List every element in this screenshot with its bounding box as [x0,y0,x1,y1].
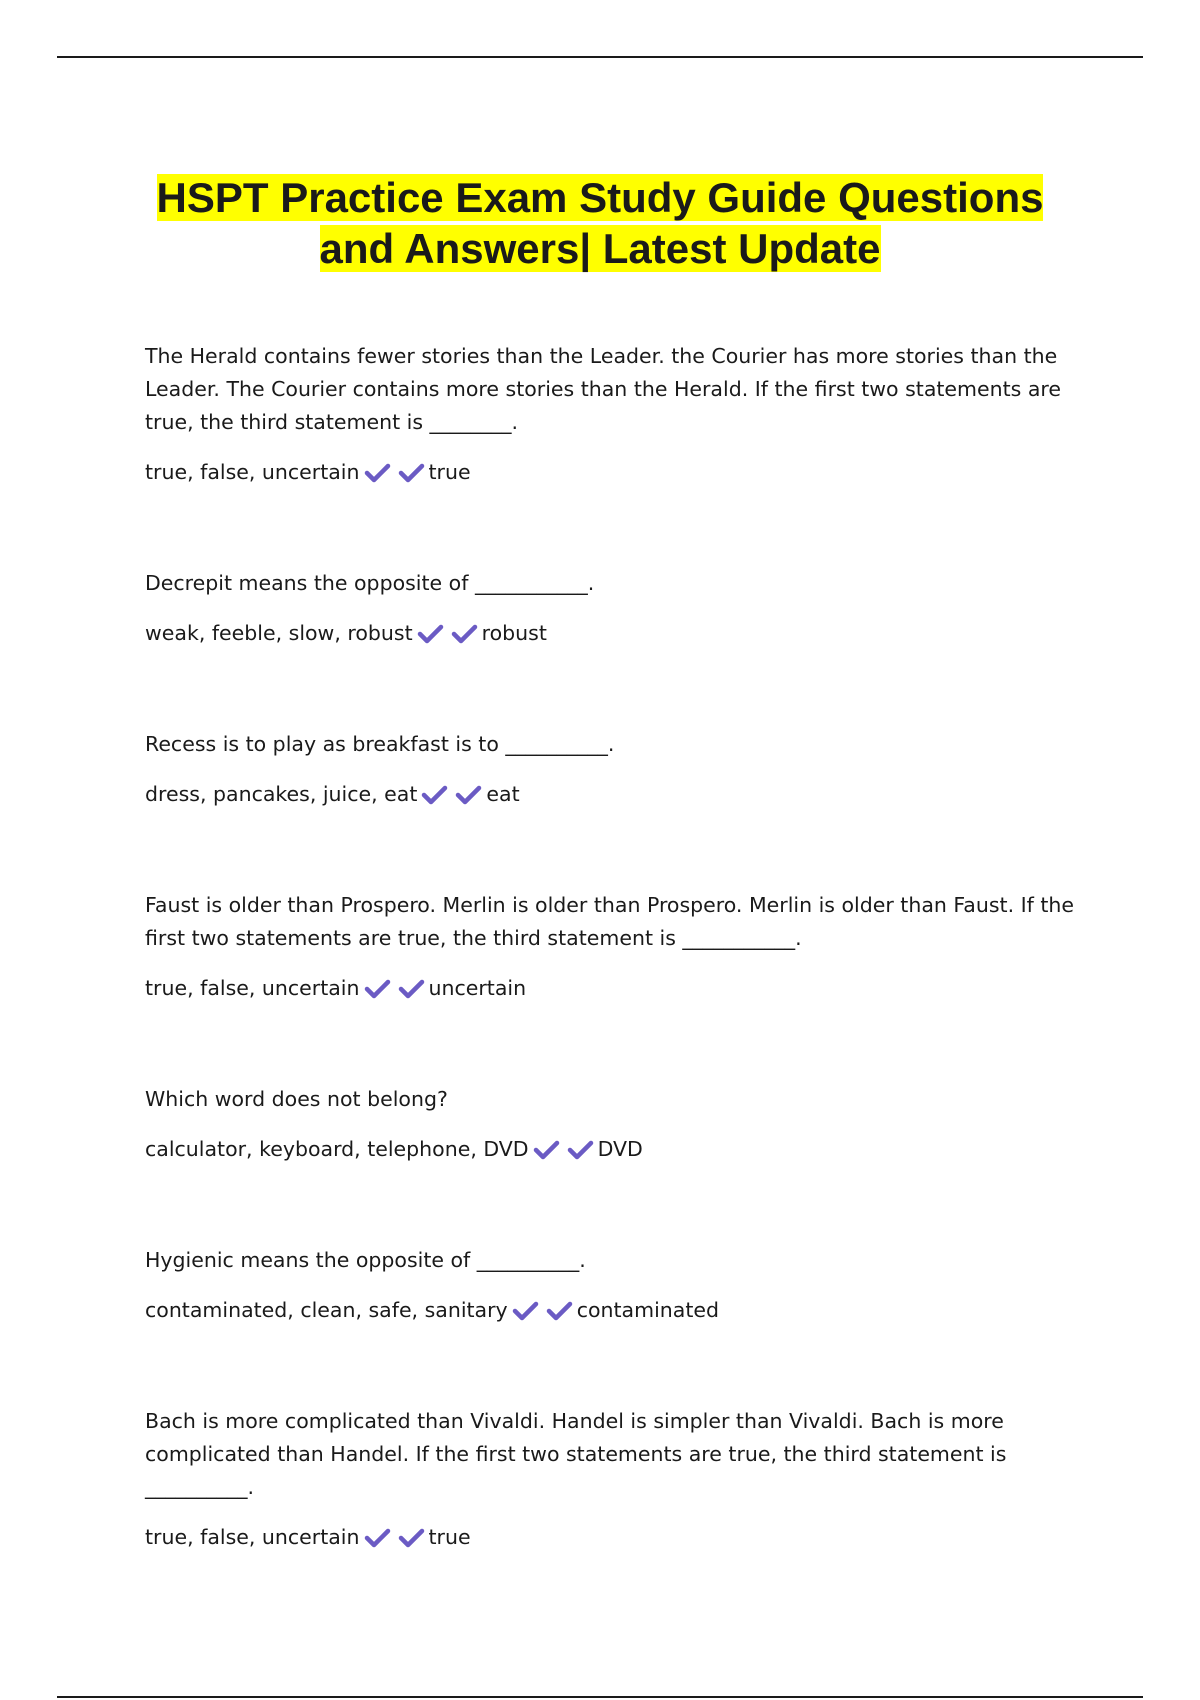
checkmark-icon [364,462,391,484]
question-text: Which word does not belong? [145,1087,448,1111]
footer-rule [57,1696,1143,1698]
correct-answer: robust [481,621,547,645]
question-text: Recess is to play as breakfast is to __________. [145,732,615,756]
answer-line [145,617,1095,650]
answer-choices: calculator, keyboard, telephone, DVD [145,1137,529,1161]
checkmark-icon [364,1527,391,1549]
answer-line [145,778,1095,811]
qa-item-5 [145,1083,1095,1166]
qa-list [145,340,1095,1554]
checkmark-icon [421,784,448,806]
title-line-2: and Answers| Latest Update [319,225,881,273]
answer-line [145,1521,1095,1554]
checkmark-icon [512,1300,539,1322]
correct-answer: contaminated [576,1298,719,1322]
checkmark-icon [455,784,482,806]
answer-choices: true, false, uncertain [145,1525,360,1549]
answer-line [145,1133,1095,1166]
qa-item-2 [145,567,1095,650]
question-text: The Herald contains fewer stories than the Leader. the Courier has more stories than the Leader. The Courier contains more stories than the Herald. If the first two statements are true, the third statement is ________. [145,344,1062,434]
answer-line [145,456,1095,489]
checkmark-icon [398,1527,425,1549]
qa-item-7 [145,1405,1095,1554]
page-title [100,172,1100,274]
checkmark-icon [417,623,444,645]
title-line-1: HSPT Practice Exam Study Guide Questions [156,174,1044,222]
checkmark-icon [398,978,425,1000]
question-text: Bach is more complicated than Vivaldi. Handel is simpler than Vivaldi. Bach is more complicated than Handel. If the first two statements are true, the third statement is __________. [145,1409,1007,1499]
checkmark-icon [398,462,425,484]
header-rule [57,56,1143,58]
checkmark-icon [533,1139,560,1161]
qa-item-3 [145,728,1095,811]
correct-answer: uncertain [428,976,527,1000]
answer-choices: true, false, uncertain [145,976,360,1000]
answer-line [145,972,1095,1005]
qa-item-1 [145,340,1095,489]
question-text: Decrepit means the opposite of ___________. [145,571,595,595]
correct-answer: true [428,1525,471,1549]
correct-answer: true [428,460,471,484]
answer-choices: true, false, uncertain [145,460,360,484]
qa-item-6 [145,1244,1095,1327]
checkmark-icon [567,1139,594,1161]
qa-item-4 [145,889,1095,1005]
answer-choices: dress, pancakes, juice, eat [145,782,418,806]
correct-answer: DVD [597,1137,643,1161]
checkmark-icon [451,623,478,645]
answer-choices: weak, feeble, slow, robust [145,621,413,645]
answer-line [145,1294,1095,1327]
answer-choices: contaminated, clean, safe, sanitary [145,1298,508,1322]
question-text: Hygienic means the opposite of __________. [145,1248,586,1272]
question-text: Faust is older than Prospero. Merlin is older than Prospero. Merlin is older than Faust. If the first two statements are true, the third statement is ___________. [145,893,1075,950]
checkmark-icon [364,978,391,1000]
correct-answer: eat [486,782,520,806]
checkmark-icon [546,1300,573,1322]
